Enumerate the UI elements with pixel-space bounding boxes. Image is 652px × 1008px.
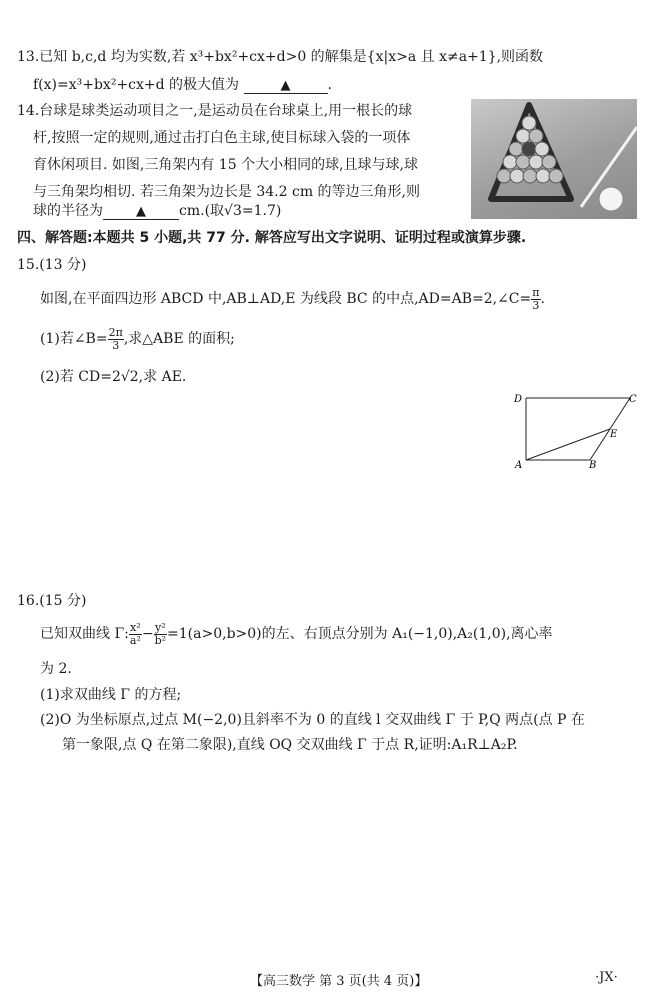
q14-line1: 14.台球是球类运动项目之一,是运动员在台球桌上,用一根长的球 [17, 103, 413, 119]
q16-part2-line1: (2)O 为坐标原点,过点 M(−2,0)且斜率不为 0 的直线 l 交双曲线 Γ 于 P,Q 两点(点 P 在 [40, 712, 585, 728]
billiard-photo [471, 99, 637, 219]
q15-stem-text: 如图,在平面四边形 ABCD 中,AB⊥AD,E 为线段 BC 的中点,AD=AB=2,∠C= [40, 291, 532, 307]
triangle-marker-icon: ▲ [136, 204, 146, 219]
frac-numerator: x² [130, 620, 141, 634]
section-heading: 四、解答题:本题共 5 小题,共 77 分. 解答应写出文字说明、证明过程或演算步骤. [17, 230, 527, 246]
q16-part1: (1)求双曲线 Γ 的方程; [40, 687, 182, 703]
q14-line3: 育休闲项目. 如图,三角架内有 15 个大小相同的球,且球与球,球 [33, 157, 418, 173]
q13-end: . [327, 77, 332, 93]
label-e: E [610, 429, 618, 440]
y-squared-fraction [154, 622, 167, 647]
angle-b-fraction [108, 327, 124, 352]
triangle-marker-icon: ▲ [280, 78, 291, 93]
q14-line5-post: cm.(取√3=1.7) [179, 203, 282, 219]
q13-line2 [33, 75, 332, 95]
q14-line5-pre: 球的半径为 [33, 203, 103, 219]
q15-stem [40, 285, 545, 313]
q16-part2-line2: 第一象限,点 Q 在第二象限),直线 OQ 交双曲线 Γ 于点 R,证明:A₁R⊥A₂P. [62, 737, 518, 753]
q16-title: 16.(15 分) [17, 593, 87, 609]
billiard-illustration [471, 99, 637, 219]
quadrilateral-figure [508, 388, 640, 474]
label-a: A [515, 460, 523, 471]
frac-denominator: a² [129, 633, 141, 647]
label-d: D [514, 394, 523, 405]
minus-sign: − [141, 626, 154, 642]
frac-denominator: b² [154, 633, 167, 647]
frac-denominator: 3 [532, 298, 540, 312]
q13-answer-blank [244, 77, 328, 94]
q15-part1 [40, 325, 235, 353]
q13-text: f(x)=x³+bx²+cx+d 的极大值为 [33, 77, 240, 93]
q14-line4: 与三角架均相切. 若三角架为边长是 34.2 cm 的等边三角形,则 [33, 184, 420, 200]
q15-part2: (2)若 CD=2√2,求 AE. [40, 369, 187, 385]
frac-numerator: y² [155, 620, 166, 634]
label-b: B [589, 460, 597, 471]
q16-stem-pre: 已知双曲线 Γ: [40, 626, 129, 642]
q13-line1: 13.已知 b,c,d 均为实数,若 x³+bx²+cx+d>0 的解集是{x|x>a 且 x≠a+1},则函数 [17, 49, 544, 65]
q15-stem-end: . [540, 291, 545, 307]
q16-stem-post: =1(a>0,b>0)的左、右顶点分别为 A₁(−1,0),A₂(1,0),离心率 [167, 626, 553, 642]
x-squared-fraction [129, 622, 142, 647]
q15-p1-post: ,求△ABE 的面积; [123, 331, 235, 347]
q16-stem-line2: 为 2. [40, 661, 72, 677]
q15-title: 15.(13 分) [17, 257, 87, 273]
q15-p1-pre: (1)若∠B= [40, 331, 108, 347]
frac-denominator: 3 [112, 338, 120, 352]
label-c: C [629, 394, 637, 405]
q14-line2: 杆,按照一定的规则,通过击打白色主球,使目标球入袋的一项体 [33, 130, 411, 146]
footer-code: ·JX· [595, 970, 618, 985]
q14-line5 [33, 201, 281, 221]
q16-stem [40, 619, 553, 649]
frac-numerator: 2π [108, 325, 123, 339]
q14-answer-blank [103, 203, 179, 220]
angle-c-fraction [531, 287, 540, 312]
page-footer: 【高三数学 第 3 页(共 4 页)】 [250, 974, 428, 989]
frac-numerator: π [532, 285, 540, 299]
